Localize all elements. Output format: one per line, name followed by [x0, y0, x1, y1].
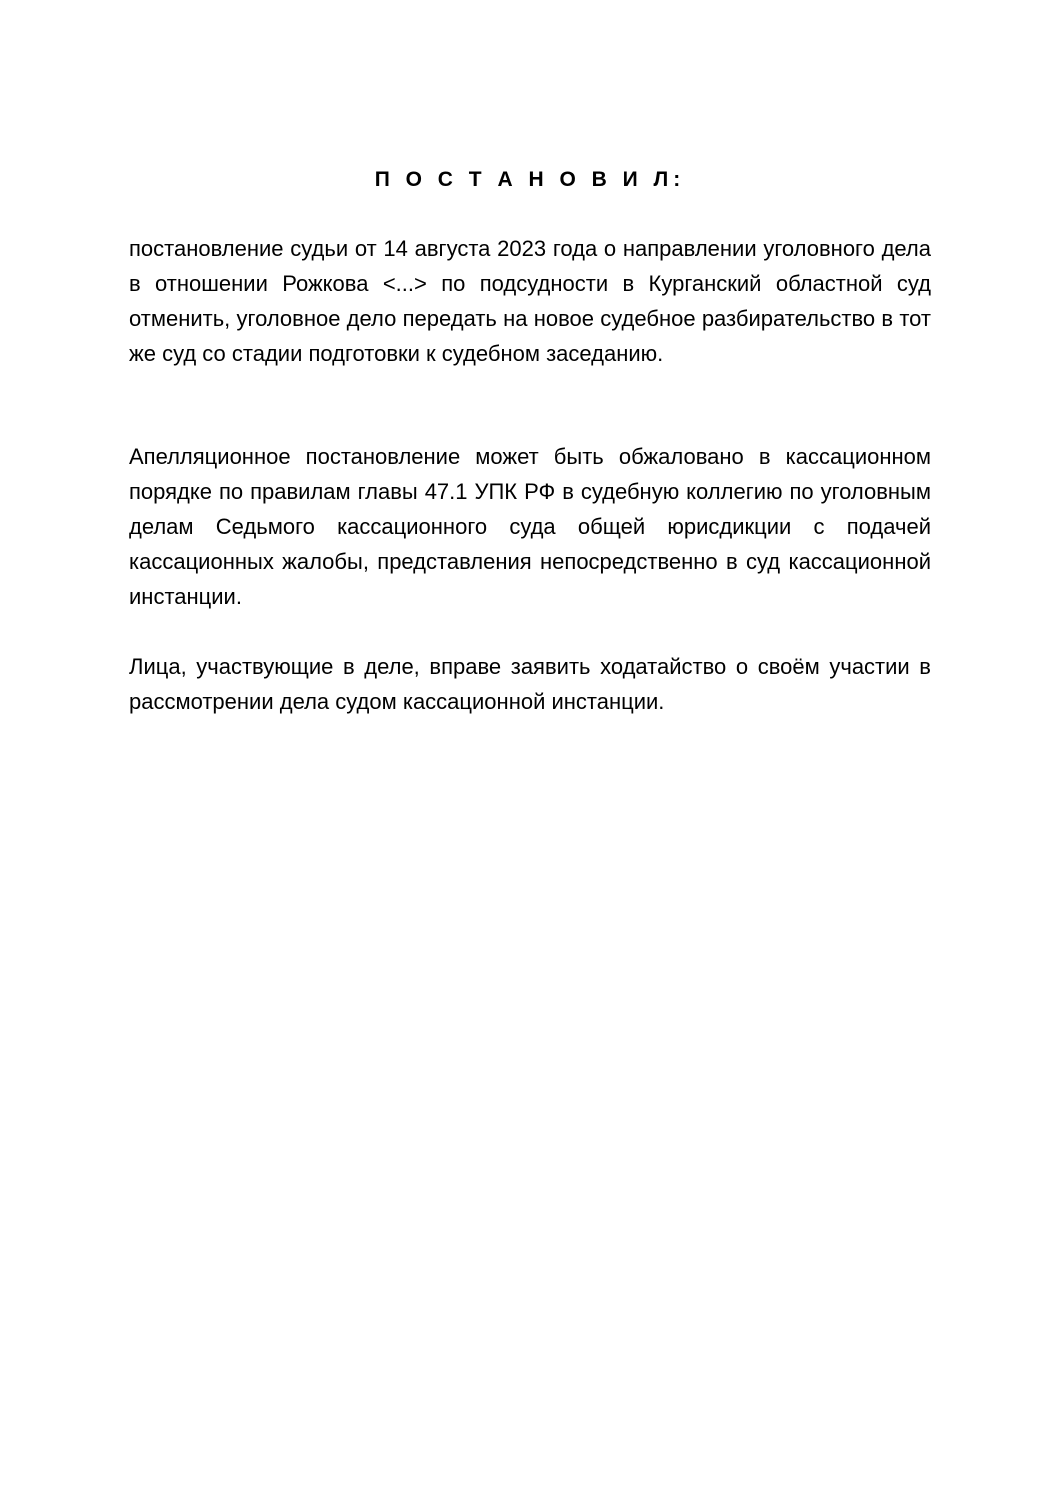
appeal-procedure-paragraph: Апелляционное постановление может быть обжаловано в кассационном порядке по правилам главы 47.1 УПК РФ в судебную коллегию по уголовным делам Седьмого кассационного суда общей юрисдикции с подачей кассационных жалобы, представления непосредственно в суд кассационной инстанции.	[129, 444, 931, 609]
participation-paragraph: Лица, участвующие в деле, вправе заявить ходатайство о своём участии в рассмотрении дела судом кассационной инстанции.	[129, 654, 931, 714]
ruling-paragraph: постановление судьи от 14 августа 2023 года о направлении уголовного дела в отношении Рожкова <...> по подсудности в Курганский областной суд отменить, уголовное дело передать на новое судебное разбирательство в тот же суд со стадии подготовки к судебном заседанию.	[129, 236, 931, 366]
resolution-heading: П О С Т А Н О В И Л:	[374, 168, 686, 191]
